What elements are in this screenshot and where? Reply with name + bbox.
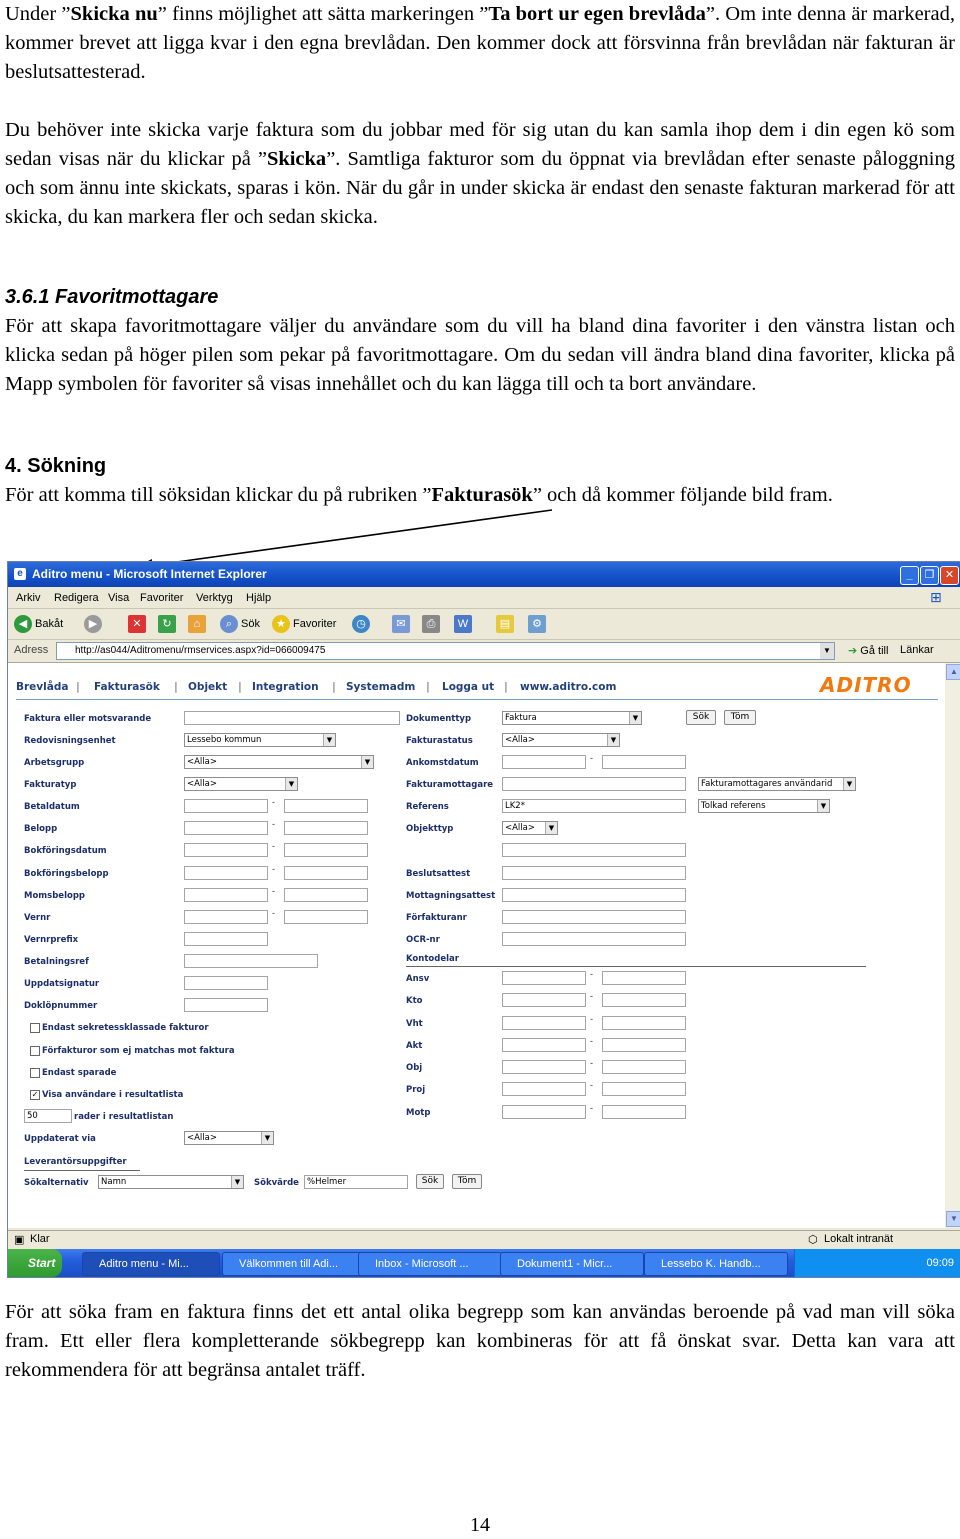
motp-to-input[interactable]: [602, 1105, 686, 1119]
label-doklopnummer: Doklöpnummer: [24, 1001, 98, 1011]
label-dokumenttyp: Dokumenttyp: [406, 714, 472, 724]
fakturastatus-select[interactable]: <Alla> ▼: [502, 733, 620, 747]
beslutsattest-input[interactable]: [502, 866, 686, 880]
window-title: Aditro menu - Microsoft Internet Explorer: [32, 567, 267, 581]
label-fakturamottagare: Fakturamottagare: [406, 780, 494, 790]
note-icon: ▤: [496, 615, 514, 633]
label-redovisningsenhet: Redovisningsenhet: [24, 736, 116, 746]
label-betalningsref: Betalningsref: [24, 957, 89, 967]
paragraph-sokning: För att komma till söksidan klickar du på rubriken ”Fakturasök” och då kommer följande bild fram.: [5, 484, 833, 506]
favorites-button[interactable]: ★ Favoriter: [272, 614, 336, 634]
obj-to-input[interactable]: [602, 1060, 686, 1074]
objekttyp-select[interactable]: <Alla> ▼: [502, 821, 558, 835]
back-arrow-icon: ◀: [14, 615, 32, 633]
ocr-nr-input[interactable]: [502, 932, 686, 946]
chevron-down-icon: ▼: [261, 1132, 273, 1144]
forward-arrow-icon: ▶: [84, 615, 102, 633]
history-icon: ◷: [352, 615, 370, 633]
zone-text: Lokalt intranät: [824, 1233, 894, 1245]
referens-input[interactable]: LK2*: [502, 799, 686, 813]
label-arbetsgrupp: Arbetsgrupp: [24, 758, 85, 768]
search-button-top[interactable]: Sök: [686, 710, 716, 725]
scroll-up-icon[interactable]: ▲: [946, 664, 960, 680]
menu-hjalp[interactable]: Hjälp: [246, 592, 272, 604]
ansv-to-input[interactable]: [602, 971, 686, 985]
fakturamottagare-input[interactable]: [502, 777, 686, 791]
pointer-arrow: [0, 0, 960, 600]
label-beslutsattest: Beslutsattest: [406, 869, 471, 879]
label-uppdatsignatur: Uppdatsignatur: [24, 979, 100, 989]
label-ankomstdatum: Ankomstdatum: [406, 758, 479, 768]
chevron-down-icon: ▼: [545, 822, 557, 834]
print-button[interactable]: [422, 614, 443, 634]
faktura-input[interactable]: [184, 711, 400, 725]
paragraph-skicka-nu: Under ”Skicka nu” finns möjlighet att sätta markeringen ”Ta bort ur egen brevlåda”. Om inte denna är markerad, kommer brevet att ligga kvar i den egna brevlådan. Den kommer dock att försvinna från brevlådan när fakturan är beslutsattesterad.: [5, 3, 955, 83]
clear-button-top[interactable]: Töm: [724, 710, 756, 725]
belopp-to-input[interactable]: [284, 821, 368, 835]
word-icon: W: [454, 615, 472, 633]
vht-to-input[interactable]: [602, 1016, 686, 1030]
paragraph-skicka-queue: Du behöver inte skicka varje faktura som du jobbar med för sig utan du kan samla ihop dem i din egen kö som sedan visas när du klickar på ”Skicka”. Samtliga fakturor som du öppnat via brevlådan efter senaste påloggning och som ännu inte skickats, sparas i kön. När du går in under skicka är endast den senaste fakturan markerad för att skicka, du kan markera fler och sedan skicka.: [5, 119, 955, 228]
ankomstdatum-to-input[interactable]: [602, 755, 686, 769]
page-content: Brevlåda | Fakturasök | Objekt | Integration | Systemadm | Logga ut | www.aditro.com ADITRO Faktura eller motsvarande Redovisningsenhet Arbetsgrupp Fakturatyp Betaldatum Belopp Bokföringsdatum Bokföringsbelopp Momsbelopp Vernr Vernrprefix Betalningsref Uppdatsignatur Doklöpnummer Lessebo kommun ▼ <Alla> ▼ <Alla> ▼ - - - - - - Endast sekretessklassade fakturor Förfakturor som ej matchas mot faktura Endast sparade ✓ Visa användare i resultatlista 50 rader i resultatlistan Uppdaterat via <Alla> ▼ Leverantörsuppgifter Sökalternativ Namn ▼ Sökvärde %Helmer Sök Töm Dokumenttyp Fakturastatus Ankomstdatum Fakturamottagare Referens Objekttyp Beslutsattest Mottagningsattest Förfakturanr OCR-nr Kontodelar Ansv Kto Vht Akt Obj Proj Motp Faktura ▼ Sök Töm <Alla> ▼ - Fakturamottagares användarid ▼ LK2* Tolkad referens ▼ <Alla> ▼ - - - - - - -: [8, 663, 946, 1228]
history-button[interactable]: [352, 614, 373, 634]
stop-button[interactable]: [128, 614, 149, 634]
momsbelopp-to-input[interactable]: [284, 888, 368, 902]
fakturatyp-select[interactable]: <Alla> ▼: [184, 777, 298, 791]
label-vht: Vht: [406, 1019, 423, 1029]
ansv-from-input[interactable]: [502, 971, 586, 985]
messenger-button[interactable]: [528, 614, 549, 634]
heading-sokning: 4. Sökning: [5, 455, 107, 477]
vernr-from-input[interactable]: [184, 910, 268, 924]
checkbox-sekretess[interactable]: [30, 1023, 40, 1033]
akt-to-input[interactable]: [602, 1038, 686, 1052]
label-referens: Referens: [406, 802, 449, 812]
label-leverantorsuppgifter: Leverantörsuppgifter: [24, 1157, 127, 1167]
vht-from-input[interactable]: [502, 1016, 586, 1030]
search-button[interactable]: ⌕ Sök: [220, 614, 260, 634]
redovisningsenhet-select[interactable]: Lessebo kommun ▼: [184, 733, 336, 747]
label-forfakturanr: Förfakturanr: [406, 913, 467, 923]
task-aditro[interactable]: Aditro menu - Mi...: [82, 1252, 220, 1276]
nav-logga-ut[interactable]: Logga ut: [442, 681, 495, 693]
label-motp: Motp: [406, 1108, 431, 1118]
label-kto: Kto: [406, 996, 423, 1006]
momsbelopp-from-input[interactable]: [184, 888, 268, 902]
bokforingsbelopp-to-input[interactable]: [284, 866, 368, 880]
label-visa-anvandare: Visa användare i resultatlista: [42, 1090, 184, 1100]
menu-redigera[interactable]: Redigera: [54, 592, 99, 604]
go-arrow-icon: ➔: [848, 645, 858, 657]
belopp-from-input[interactable]: [184, 821, 268, 835]
vertical-scrollbar[interactable]: [945, 663, 960, 1228]
betaldatum-to-input[interactable]: [284, 799, 368, 813]
ie-icon: e: [14, 568, 26, 580]
kto-from-input[interactable]: [502, 993, 586, 1007]
obj-from-input[interactable]: [502, 1060, 586, 1074]
label-momsbelopp: Momsbelopp: [24, 891, 85, 901]
edit-button[interactable]: [454, 614, 475, 634]
fakturamottagare-select[interactable]: Fakturamottagares användarid ▼: [698, 777, 856, 791]
uppdaterat-via-select[interactable]: <Alla> ▼: [184, 1131, 274, 1145]
label-mottagningsattest: Mottagningsattest: [406, 891, 496, 901]
menu-arkiv[interactable]: Arkiv: [16, 592, 41, 604]
label-uppdaterat-via: Uppdaterat via: [24, 1134, 96, 1144]
proj-from-input[interactable]: [502, 1082, 586, 1096]
task-valkommen[interactable]: Välkommen till Adi...: [222, 1252, 364, 1276]
taskbar: [8, 1249, 960, 1277]
bokforingsbelopp-from-input[interactable]: [184, 866, 268, 880]
kto-to-input[interactable]: [602, 993, 686, 1007]
aditro-logo: ADITRO: [820, 673, 912, 697]
maximize-icon[interactable]: ❐: [920, 566, 939, 585]
nav-integration[interactable]: Integration: [252, 681, 319, 693]
window-titlebar: [8, 562, 960, 587]
chevron-down-icon: ▼: [629, 712, 641, 724]
task-inbox[interactable]: Inbox - Microsoft ...: [358, 1252, 502, 1276]
label-fakturatyp: Fakturatyp: [24, 780, 77, 790]
label-rows: rader i resultatlistan: [74, 1112, 174, 1122]
label-ocr-nr: OCR-nr: [406, 935, 440, 945]
address-dropdown-icon[interactable]: ▼: [820, 643, 834, 659]
status-bar: [8, 1230, 960, 1249]
label-obj: Obj: [406, 1063, 423, 1073]
arbetsgrupp-select[interactable]: <Alla> ▼: [184, 755, 374, 769]
bokforingsdatum-from-input[interactable]: [184, 843, 268, 857]
ankomstdatum-from-input[interactable]: [502, 755, 586, 769]
chevron-down-icon: ▼: [843, 778, 855, 790]
home-button[interactable]: [188, 614, 209, 634]
star-icon: ★: [272, 615, 290, 633]
label-sekretess: Endast sekretessklassade fakturor: [42, 1023, 209, 1033]
label-vernr: Vernr: [24, 913, 51, 923]
label-bokforingsdatum: Bokföringsdatum: [24, 846, 107, 856]
chevron-down-icon: ▼: [231, 1176, 243, 1188]
heading-favoritmottagare: 3.6.1 Favoritmottagare: [5, 286, 219, 308]
mail-icon: ✉: [392, 615, 410, 633]
label-sokalternativ: Sökalternativ: [24, 1178, 89, 1188]
akt-from-input[interactable]: [502, 1038, 586, 1052]
clear-button-bottom[interactable]: Töm: [452, 1174, 482, 1189]
chevron-down-icon: ▼: [285, 778, 297, 790]
address-input[interactable]: http://as044/Aditromenu/rmservices.aspx?id=066009475 ▼: [56, 642, 835, 660]
doklopnummer-input[interactable]: [184, 998, 268, 1012]
label-vernrprefix: Vernrprefix: [24, 935, 79, 945]
forfakturanr-input[interactable]: [502, 910, 686, 924]
label-belopp: Belopp: [24, 824, 58, 834]
motp-from-input[interactable]: [502, 1105, 586, 1119]
dokumenttyp-select[interactable]: Faktura ▼: [502, 711, 642, 725]
nav-objekt[interactable]: Objekt: [188, 681, 228, 693]
system-tray: [794, 1249, 960, 1277]
stop-icon: ✕: [128, 615, 146, 633]
mail-button[interactable]: [392, 614, 413, 634]
mottagningsattest-input[interactable]: [502, 888, 686, 902]
label-akt: Akt: [406, 1041, 423, 1051]
print-icon: ⎙: [422, 615, 440, 633]
vernr-to-input[interactable]: [284, 910, 368, 924]
browser-screenshot: [7, 561, 960, 1278]
start-button[interactable]: Start: [8, 1249, 62, 1277]
checkbox-forfakturor[interactable]: [30, 1046, 40, 1056]
label-forfakturor: Förfakturor som ej matchas mot faktura: [42, 1046, 235, 1056]
label-ansv: Ansv: [406, 974, 430, 984]
search-button-bottom[interactable]: Sök: [416, 1174, 444, 1189]
nav-systemadm[interactable]: Systemadm: [346, 681, 416, 693]
label-sokvarde: Sökvärde: [254, 1178, 299, 1188]
proj-to-input[interactable]: [602, 1082, 686, 1096]
scroll-down-icon[interactable]: ▼: [946, 1211, 960, 1227]
nav-brevlada[interactable]: Brevlåda: [16, 681, 69, 693]
checkbox-visa-anvandare[interactable]: ✓: [31, 1090, 39, 1099]
sokvarde-input[interactable]: %Helmer: [304, 1175, 408, 1189]
windows-flag-icon: ⊞: [930, 589, 942, 605]
label-sparade: Endast sparade: [42, 1068, 117, 1078]
menu-favoriter[interactable]: Favoriter: [140, 592, 184, 604]
search-icon: ⌕: [220, 615, 238, 633]
label-fakturastatus: Fakturastatus: [406, 736, 473, 746]
forward-button[interactable]: [84, 614, 105, 634]
chevron-down-icon: ▼: [361, 756, 373, 768]
address-bar: [8, 640, 960, 663]
label-bokforingsbelopp: Bokföringsbelopp: [24, 869, 109, 879]
toolbar: [8, 609, 960, 640]
betaldatum-from-input[interactable]: [184, 799, 268, 813]
label-betaldatum: Betaldatum: [24, 802, 80, 812]
paragraph-favoritmottagare: För att skapa favoritmottagare väljer du användare som du vill ha bland dina favoriter i den vänstra listan och klicka sedan på höger pilen som pekar på favoritmottagare. Om du sedan vill ändra bland dina favoriter, klicka på Mapp symbolen för favoriter så visas innehållet och du kan lägga till och ta bort användare.: [5, 315, 955, 395]
task-dokument1[interactable]: Dokument1 - Micr...: [500, 1252, 644, 1276]
label-proj: Proj: [406, 1085, 426, 1095]
nav-fakturasok[interactable]: Fakturasök: [94, 681, 160, 693]
bokforingsdatum-to-input[interactable]: [284, 843, 368, 857]
links-button[interactable]: Länkar: [900, 644, 934, 656]
menubar: [8, 588, 960, 609]
refresh-button[interactable]: [158, 614, 179, 634]
page-number: 14: [470, 1514, 490, 1536]
vernrprefix-input[interactable]: [184, 932, 268, 946]
referens-select[interactable]: Tolkad referens ▼: [698, 799, 830, 813]
objekttyp-input[interactable]: [502, 843, 686, 857]
close-icon[interactable]: ✕: [940, 566, 959, 585]
sokalternativ-select[interactable]: Namn ▼: [98, 1175, 244, 1189]
back-button[interactable]: ◀ Bakåt: [14, 614, 63, 634]
menu-visa[interactable]: Visa: [108, 592, 130, 604]
chevron-down-icon: ▼: [607, 734, 619, 746]
label-objekttyp: Objekttyp: [406, 824, 454, 834]
label-kontodelar: Kontodelar: [406, 954, 459, 964]
chevron-down-icon: ▼: [817, 800, 829, 812]
uppdatsignatur-input[interactable]: [184, 976, 268, 990]
rows-input[interactable]: 50: [24, 1109, 72, 1123]
refresh-icon: ↻: [158, 615, 176, 633]
home-icon: ⌂: [188, 615, 206, 633]
research-icon: ⚙: [528, 615, 546, 633]
status-text: Klar: [30, 1233, 50, 1245]
task-lessebo[interactable]: Lessebo K. Handb...: [644, 1252, 788, 1276]
go-button[interactable]: ➔ Gå till: [848, 645, 889, 657]
chevron-down-icon: ▼: [323, 734, 335, 746]
paragraph-soka-faktura: För att söka fram en faktura finns det ett antal olika begrepp som kan användas beroende på vad man vill söka fram. Ett eller flera kompletterande sökbegrepp kan kombineras för att få önskat svar. Detta kan vara att rekommendera för att begränsa antalet träff.: [5, 1301, 955, 1381]
checkbox-sparade[interactable]: [30, 1068, 40, 1078]
label-faktura: Faktura eller motsvarande: [24, 714, 152, 724]
intranet-icon: ⬡: [808, 1234, 818, 1246]
page-done-icon: ▣: [14, 1234, 25, 1246]
minimize-icon[interactable]: _: [900, 566, 919, 585]
clock: 09:09: [926, 1257, 954, 1269]
address-label: Adress: [14, 644, 49, 656]
menu-verktyg[interactable]: Verktyg: [196, 592, 233, 604]
betalningsref-input[interactable]: [184, 954, 318, 968]
nav-www[interactable]: www.aditro.com: [520, 681, 617, 693]
discuss-button[interactable]: [496, 614, 517, 634]
